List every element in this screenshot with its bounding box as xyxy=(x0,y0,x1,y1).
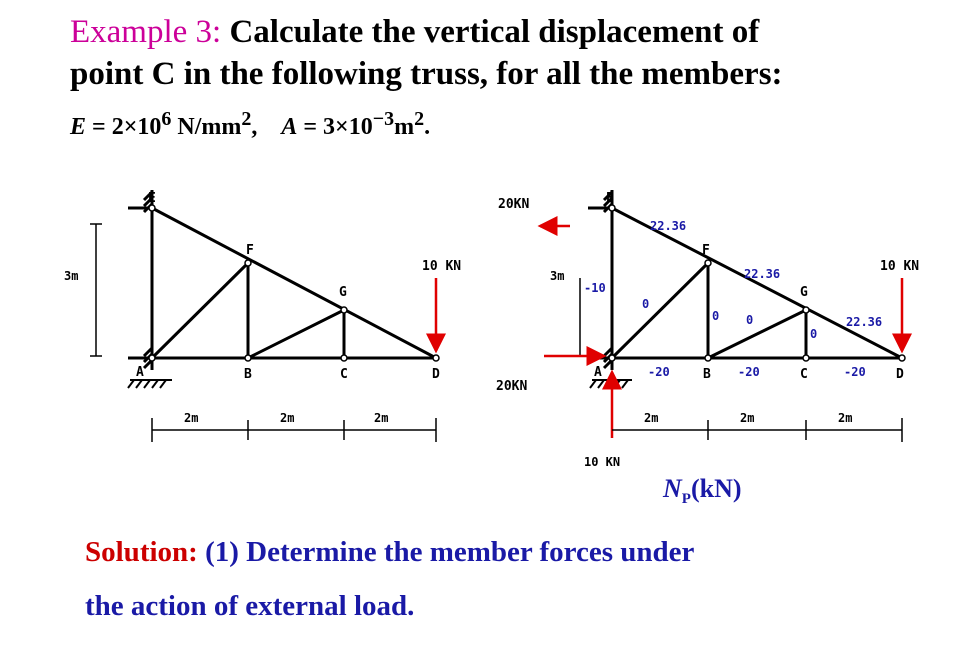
a-value: = 3×10 xyxy=(303,114,373,140)
left-label-A: A xyxy=(136,365,144,380)
right-node-D xyxy=(899,355,905,361)
force-GC: 0 xyxy=(810,327,818,341)
left-label-G: G xyxy=(339,285,347,300)
e-unit-exponent: 2 xyxy=(241,108,252,130)
title-text-1: Calculate the vertical displacement of xyxy=(229,14,760,50)
title-line-2: point C in the following truss, for all the members: xyxy=(70,56,783,92)
e-unit: N/mm xyxy=(177,114,242,140)
left-span-2: 2m xyxy=(280,411,295,425)
force-EF: 22.36 xyxy=(650,219,687,233)
solution-line-2: the action of external load. xyxy=(85,590,415,622)
left-ground-hatch xyxy=(128,380,172,388)
force-AF: 0 xyxy=(642,297,650,311)
given-formula xyxy=(70,108,430,141)
title-line-1 xyxy=(70,14,759,51)
left-label-E: E xyxy=(148,191,156,206)
a-unit: m xyxy=(394,114,415,140)
left-span-3: 2m xyxy=(374,411,389,425)
right-height-label: 3m xyxy=(550,269,565,283)
right-label-B: B xyxy=(703,367,711,382)
right-span-2: 2m xyxy=(740,411,755,425)
right-member-AF xyxy=(612,263,708,358)
right-node-C xyxy=(803,355,809,361)
right-label-C: C xyxy=(800,367,808,382)
right-member-BG xyxy=(708,310,806,358)
right-node-B xyxy=(705,355,711,361)
right-reaction-bottom-label: 20KN xyxy=(496,379,528,394)
right-span-1: 2m xyxy=(644,411,659,425)
a-symbol: A xyxy=(281,114,298,140)
right-node-A xyxy=(609,355,615,361)
solution-line-1 xyxy=(85,536,694,569)
right-load-label: 10 KN xyxy=(880,259,920,274)
e-value: = 2×10 xyxy=(92,114,162,140)
right-node-G xyxy=(803,307,809,313)
right-label-G: G xyxy=(800,285,808,300)
force-CD: -20 xyxy=(844,365,866,379)
left-label-D: D xyxy=(432,367,440,382)
right-reaction-vertical-label: 10 KN xyxy=(584,455,621,469)
right-label-E: E xyxy=(606,191,614,206)
force-EA: -10 xyxy=(584,281,606,295)
a-unit-exponent: 2 xyxy=(414,108,425,130)
formula-separator: , xyxy=(251,114,258,140)
left-node-B xyxy=(245,355,251,361)
left-load-label: 10 KN xyxy=(422,259,462,274)
left-label-F: F xyxy=(246,243,254,258)
right-label-A: A xyxy=(594,365,602,380)
left-node-D xyxy=(433,355,439,361)
np-unit-label xyxy=(663,474,742,508)
force-FG: 22.36 xyxy=(744,267,781,281)
solution-label: Solution: xyxy=(85,536,198,568)
left-label-B: B xyxy=(244,367,252,382)
np-symbol: N xyxy=(663,474,682,503)
right-label-F: F xyxy=(702,243,710,258)
e-symbol: E xyxy=(70,114,87,140)
left-node-F xyxy=(245,260,251,266)
solution-text-1: (1) Determine the member forces under xyxy=(205,536,695,568)
a-exponent: −3 xyxy=(372,108,395,130)
left-truss xyxy=(64,190,461,442)
left-span-1: 2m xyxy=(184,411,199,425)
left-height-label: 3m xyxy=(64,269,79,283)
left-node-C xyxy=(341,355,347,361)
force-GD: 22.36 xyxy=(846,315,883,329)
np-unit: (kN) xyxy=(690,474,742,503)
right-truss xyxy=(496,190,919,469)
force-AB: -20 xyxy=(648,365,670,379)
left-member-BG xyxy=(248,310,344,358)
e-exponent: 6 xyxy=(161,108,172,130)
force-FB: 0 xyxy=(712,309,720,323)
left-member-AF xyxy=(152,263,248,358)
force-BC: -20 xyxy=(738,365,760,379)
left-node-A xyxy=(149,355,155,361)
left-height-dimension xyxy=(90,224,102,356)
right-node-F xyxy=(705,260,711,266)
left-node-G xyxy=(341,307,347,313)
right-span-3: 2m xyxy=(838,411,853,425)
force-BG: 0 xyxy=(746,313,754,327)
formula-end: . xyxy=(424,114,431,140)
example-label: Example 3: xyxy=(70,14,222,50)
np-subscript: P xyxy=(681,491,691,508)
right-reaction-top-label: 20KN xyxy=(498,197,530,212)
truss-figure xyxy=(60,168,930,488)
right-label-D: D xyxy=(896,367,904,382)
left-label-C: C xyxy=(340,367,348,382)
